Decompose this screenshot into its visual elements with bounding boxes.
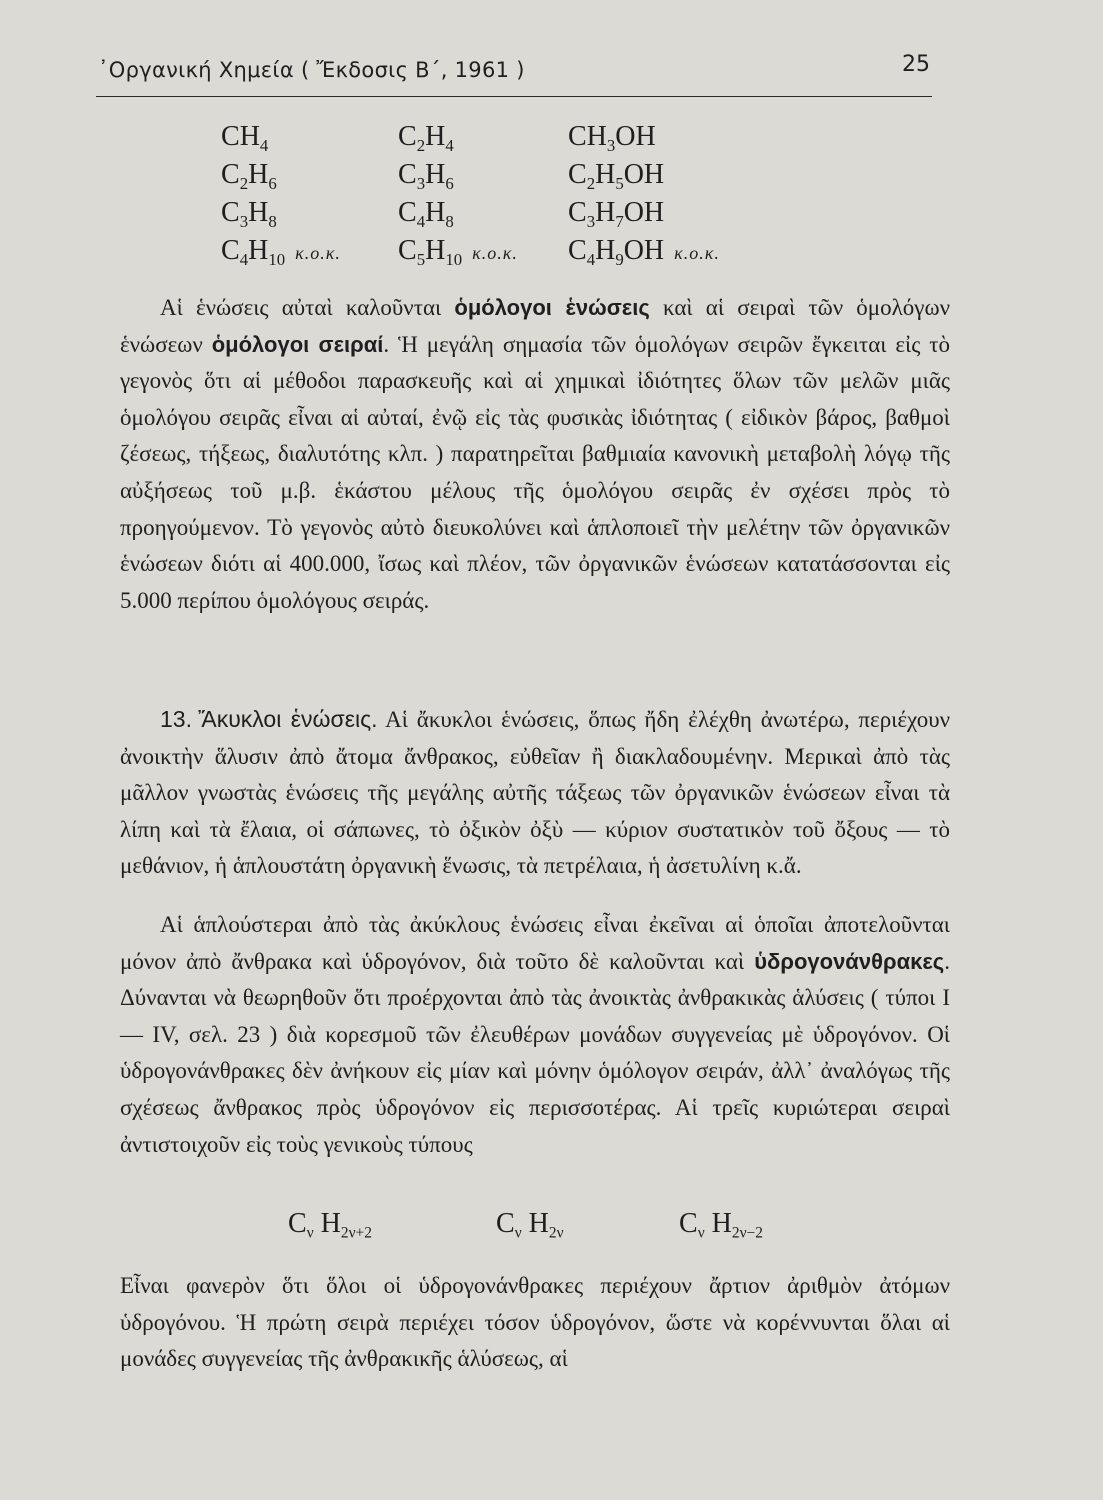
homologous-paragraph: Αἱ ἑνώσεις αὐταὶ καλοῦνται ὁμόλογοι ἑνώσεις καὶ αἱ σειραὶ τῶν ὁμολόγων ἑνώσεων ὁμόλογοι σειραί. Ἡ μεγάλη σημασία τῶν ὁμολόγων σειρῶν ἔγκειται εἰς τὸ γεγονὸς ὅτι αἱ μέθοδοι παρασκευῆς καὶ αἱ χημικαὶ ἰδιότητες ὅλων τῶν μελῶν μιᾶς ὁμολόγου σειρᾶς εἶναι αἱ αὐταί, ἐνῷ εἰς τὰς φυσικὰς ἰδιότητας ( εἰδικὸν βάρος, βαθμοὶ ζέσεως, τήξεως, διαλυτότης κλπ. ) παρατηρεῖται βαθμιαία κανονικὴ μεταβολὴ λόγῳ τῆς αὐξήσεως τοῦ μ.β. ἑκάστου μέλους τῆς ὁμολόγου σειρᾶς ἐν σχέσει πρὸς τὸ προηγούμενον. Τὸ γεγονὸς αὐτὸ διευκολύνει καὶ ἁπλοποιεῖ τὴν μελέτην τῶν ὀργανικῶν ἑνώσεων διότι αἱ 400.000, ἴσως καὶ πλέον, τῶν ὀργανικῶν ἑνώσεων κατατάσσονται εἰς 5.000 περίπου ὁμολόγους σειράς.	[120, 295, 950, 613]
running-title: ᾿Οργανική Χημεία ( Ἔκδοσις Β΄, 1961 )	[98, 58, 525, 82]
etc-label: κ.ο.κ.	[472, 243, 518, 263]
acyclic-section-paragraph: 13. Ἄκυκλοι ἑνώσεις. Αἱ ἄκυκλοι ἑνώσεις, ὅπως ἤδη ἐλέχθη ἀνωτέρω, περιέχουν ἀνοικτὴν ἅλυσιν ἀπὸ ἄτομα ἄνθρακος, εὐθεῖαν ἢ διακλαδουμένην. Μερικαὶ ἀπὸ τὰς μᾶλλον γνωστὰς ἑνώσεις τῆς μεγάλης αὐτῆς τάξεως τῶν ὀργανικῶν ἑνώσεων εἶναι τὰ λίπη καὶ τὰ ἔλαια, οἱ σάπωνες, τὸ ὀξικὸν ὀξὺ — κύριον συστατικὸν τοῦ ὄξους — τὸ μεθάνιον, ἡ ἁπλουστάτη ὀργανικὴ ἕνωσις, τὰ πετρέλαια, ἡ ἀσετυλίνη κ.ἄ.	[120, 706, 951, 879]
formula: $CH_3OH$	[568, 121, 656, 155]
formula: $C_2H_4$	[398, 121, 454, 155]
alkyne-general-formula: $C_\nu$ $H_{2\nu-2}$	[679, 1208, 763, 1242]
running-header	[96, 52, 932, 97]
section-title: Ἄκυκλοι ἑνώσεις.	[197, 706, 378, 732]
general-formulas	[288, 1208, 928, 1248]
hydrocarbons-paragraph: Αἱ ἁπλούστεραι ἀπὸ τὰς ἀκύκλους ἑνώσεις εἶναι ἐκεῖναι αἱ ὁποῖαι ἀποτελοῦνται μόνον ἀπὸ ἄνθρακα καὶ ὑδρογόνον, διὰ τοῦτο δὲ καλοῦνται καὶ ὑδρογονάνθρακες. Δύνανται νὰ θεωρηθοῦν ὅτι προέρχονται ἀπὸ τὰς ἀνοικτὰς ἀνθρακικὰς ἁλύσεις ( τύποι I — IV, σελ. 23 ) διὰ κορεσμοῦ τῶν ἐλευθέρων μονάδων συγγενείας μὲ ὑδρογόνον. Οἱ ὑδρογονάνθρακες δὲν ἀνήκουν εἰς μίαν καὶ μόνην ὁμόλογον σειράν, ἀλλ᾽ ἀναλόγως τῆς σχέσεως ἄνθρακος πρὸς ὑδρογόνον εἰς περισσοτέρας. Αἱ τρεῖς κυριώτεραι σειραὶ ἀντιστοιχοῦν εἰς τοὺς γενικοὺς τύπους	[120, 912, 950, 1157]
formula: $C_5H_{10}$ κ.ο.κ.	[398, 235, 518, 269]
term-hydrocarbons: ὑδρογονάνθρακες	[754, 948, 945, 974]
formula: $C_3H_7OH$	[568, 197, 665, 231]
formula: $CH_4$	[221, 121, 269, 155]
alcohol-column	[568, 118, 720, 270]
term-homologous-series: ὁμόλογοι σειραί	[211, 331, 384, 357]
etc-label: κ.ο.κ.	[674, 243, 720, 263]
formula: $C_4H_8$	[398, 197, 454, 231]
formula: $C_3H_6$	[398, 159, 454, 193]
page-number: 25	[902, 52, 930, 77]
alkane-general-formula: $C_\nu$ $H_{2\nu+2}$	[288, 1208, 372, 1242]
formula: $C_3H_8$	[221, 197, 277, 231]
alkane-column	[221, 118, 341, 270]
etc-label: κ.ο.κ.	[295, 243, 341, 263]
homologous-series-table	[221, 118, 821, 268]
alkene-general-formula: $C_\nu$ $H_{2\nu}$	[496, 1208, 564, 1242]
section-number: 13.	[160, 706, 192, 732]
alkene-column	[398, 118, 518, 270]
even-hydrogen-paragraph: Εἶναι φανερὸν ὅτι ὅλοι οἱ ὑδρογονάνθρακες περιέχουν ἄρτιον ἀριθμὸν ἀτόμων ὑδρογόνου. Ἡ πρώτη σειρὰ περιέχει τόσον ὑδρογόνον, ὥστε νὰ κορέννυνται ὅλαι αἱ μονάδες συγγενείας τῆς ἀνθρακικῆς ἁλύσεως, αἱ	[120, 1273, 950, 1372]
formula: $C_2H_5OH$	[568, 159, 665, 193]
formula: $C_4H_9OH$ κ.ο.κ.	[568, 235, 720, 269]
section-heading	[160, 706, 378, 732]
formula: $C_4H_{10}$ κ.ο.κ.	[221, 235, 341, 269]
formula: $C_2H_6$	[221, 159, 277, 193]
term-homologous-compounds: ὁμόλογοι ἑνώσεις	[454, 295, 650, 320]
